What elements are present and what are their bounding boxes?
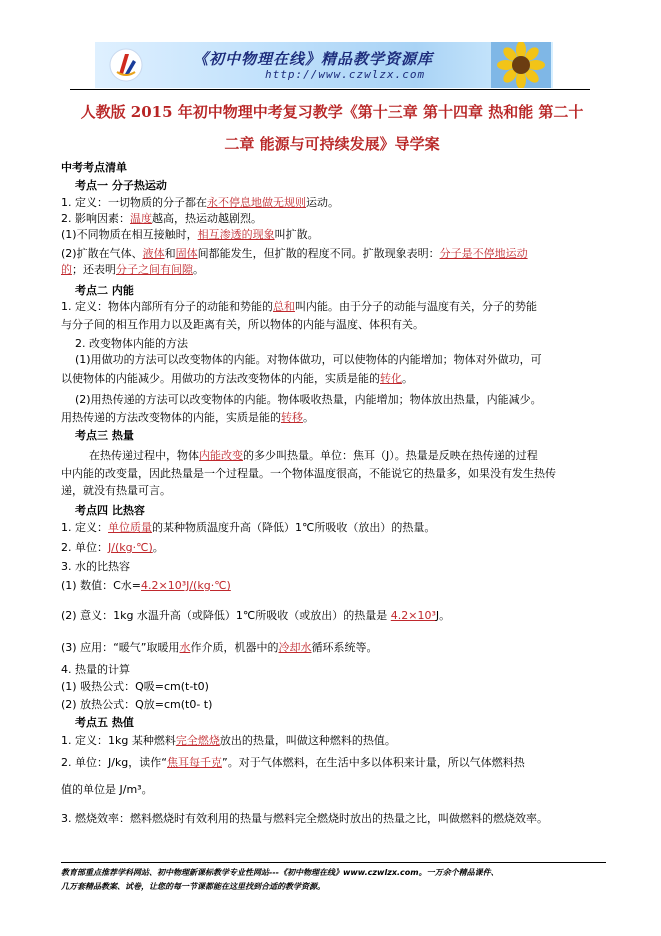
text-segment: 叫扩散。 xyxy=(274,228,319,241)
sunflower-icon xyxy=(491,42,551,88)
text-segment: ；还表明 xyxy=(72,263,116,276)
text-line xyxy=(61,392,542,408)
text-segment: (1)用做功的方法可以改变物体的内能。对物体做功，可以使物体的内能增加；物体对外做功，可 xyxy=(75,353,542,366)
text-segment: 的多少叫热量。单位：焦耳（J）。热量是反映在热传递的过程 xyxy=(243,449,538,462)
text-segment: 与分子间的相互作用力以及距离有关，所以物体的内能与温度、体积有关。 xyxy=(61,318,424,331)
text-segment: 2. 单位：J/kg，读作“ xyxy=(61,756,167,769)
text-segment: 考点三 热量 xyxy=(75,429,134,442)
logo-icon xyxy=(109,48,143,82)
footer-divider xyxy=(61,862,606,863)
text-line xyxy=(61,227,319,243)
text-segment: 值的单位是 J/m³。 xyxy=(61,783,153,796)
answer-blank: 冷却水 xyxy=(278,641,312,654)
text-segment: (1) 数值：C水= xyxy=(61,579,141,592)
text-segment: 1. 定义：1kg 某种燃料 xyxy=(61,734,176,747)
text-line xyxy=(61,679,209,695)
text-line xyxy=(61,811,548,827)
answer-blank: 固体 xyxy=(175,247,198,260)
text-segment: (2) 放热公式：Q放=cm(t0- t) xyxy=(61,698,213,711)
answer-blank: 的 xyxy=(61,263,72,276)
text-segment: 的某种物质温度升高（降低）1℃所吸收（放出）的热量。 xyxy=(152,521,436,534)
answer-blank: 4.2×10³J/(kg·℃) xyxy=(140,579,231,592)
text-segment: 中内能的改变量，因此热量是一个过程量。一个物体温度很高，不能说它的热量多，如果没有发生热传 xyxy=(61,467,556,480)
text-line xyxy=(61,733,396,749)
text-line xyxy=(61,782,153,798)
text-segment: 3. 燃烧效率：燃料燃烧时有效利用的热量与燃料完全燃烧时放出的热量之比，叫做燃料的燃烧效率。 xyxy=(61,812,548,825)
text-line xyxy=(61,211,262,227)
text-line xyxy=(61,559,130,575)
text-segment: 1. 定义： xyxy=(61,521,108,534)
text-segment: 中考考点清单 xyxy=(61,161,127,174)
text-line xyxy=(61,410,314,426)
answer-blank: 水 xyxy=(179,641,191,654)
text-line xyxy=(61,283,134,299)
text-segment: 。 xyxy=(193,263,204,276)
text-segment: 考点一 分子热运动 xyxy=(75,179,167,192)
text-segment: 1. 定义：一切物质的分子都在 xyxy=(61,196,207,209)
text-segment: 叫内能。由于分子的动能与温度有关，分子的势能 xyxy=(295,300,537,313)
text-segment: (1) 吸热公式：Q吸=cm(t-t0) xyxy=(61,680,209,693)
header-banner xyxy=(95,42,553,88)
text-segment: (1)不同物质在相互接触时， xyxy=(61,228,198,241)
text-segment: 。 xyxy=(152,541,164,554)
text-segment: 作介质，机器中的 xyxy=(190,641,279,654)
text-segment: 4. 热量的计算 xyxy=(61,663,130,676)
text-line xyxy=(61,662,130,678)
text-segment: ”。对于气体燃料，在生活中多以体积来计量，所以气体燃料热 xyxy=(222,756,525,769)
answer-blank: 4.2×10³ xyxy=(390,609,436,622)
footer-line1: 教育部重点推荐学科网站、初中物理新课标教学专业性网站---《初中物理在线》www.czwlzx.com。一万余个精品课件、 xyxy=(61,868,499,877)
banner-title: 《初中物理在线》精品教学资源库 xyxy=(193,50,434,68)
text-segment: 1. 定义：物体内部所有分子的动能和势能的 xyxy=(61,300,273,313)
text-line xyxy=(61,608,450,624)
text-segment: 2. 影响因素： xyxy=(61,212,130,225)
text-line xyxy=(61,299,537,315)
text-line xyxy=(61,503,145,519)
text-segment: (3) 应用：“暖气”取暖用 xyxy=(61,641,180,654)
text-segment: 放出的热量，叫做这种燃料的热值。 xyxy=(219,734,396,747)
doc-title-line1: 人教版 2015 年初中物理中考复习教学《第十三章 第十四章 热和能 第二十 xyxy=(80,103,584,121)
text-segment: 2. 改变物体内能的方法 xyxy=(75,337,188,350)
text-segment: 用热传递的方法改变物体的内能，实质是能的 xyxy=(61,411,281,424)
answer-blank: 焦耳每千克 xyxy=(167,756,222,769)
text-segment: 间都能发生，但扩散的程度不同。扩散现象表明： xyxy=(197,247,440,260)
text-segment: 和 xyxy=(164,247,176,260)
text-segment: 。 xyxy=(303,411,314,424)
answer-blank: 转移 xyxy=(281,411,303,424)
footer xyxy=(61,866,621,894)
text-line xyxy=(61,755,525,771)
text-line xyxy=(61,195,339,211)
text-segment: J。 xyxy=(435,609,451,622)
text-line xyxy=(61,160,127,176)
banner-url: http://www.czwlzx.com xyxy=(265,68,426,81)
text-segment: 考点二 内能 xyxy=(75,284,134,297)
text-line xyxy=(61,336,188,352)
text-segment: 运动。 xyxy=(306,196,339,209)
answer-blank: 液体 xyxy=(142,247,165,260)
text-line xyxy=(61,178,167,194)
text-line xyxy=(61,262,204,278)
text-segment: 考点四 比热容 xyxy=(75,504,145,517)
text-segment: 在热传递过程中，物体 xyxy=(89,449,199,462)
text-segment: 递，就没有热量可言。 xyxy=(61,484,171,497)
text-segment: 2. 单位： xyxy=(61,541,108,554)
answer-blank: J/(kg·℃) xyxy=(108,541,153,554)
text-line xyxy=(61,640,377,656)
text-line xyxy=(61,352,542,368)
text-line xyxy=(61,697,212,713)
answer-blank: 相互渗透的现象 xyxy=(197,228,275,241)
text-segment: 3. 水的比热容 xyxy=(61,560,130,573)
text-segment: (2) 意义：1kg 水温升高（或降低）1℃所吸收（或放出）的热量是 xyxy=(61,609,391,622)
footer-line2: 几万套精品教案、试卷，让您的每一节课都能在这里找到合适的教学资源。 xyxy=(61,882,325,891)
answer-blank: 转化 xyxy=(380,372,402,385)
text-line xyxy=(61,428,134,444)
answer-blank: 内能改变 xyxy=(199,449,243,462)
text-line xyxy=(61,483,171,499)
answer-blank: 单位质量 xyxy=(108,521,152,534)
text-line xyxy=(61,715,134,731)
text-segment: (2)扩散在气体、 xyxy=(61,247,143,260)
text-line xyxy=(61,540,164,556)
text-line xyxy=(61,578,231,594)
text-segment: 越高，热运动越剧烈。 xyxy=(152,212,262,225)
header-divider xyxy=(70,89,590,90)
answer-blank: 分子是不停地运动 xyxy=(439,247,528,260)
text-line xyxy=(61,246,528,262)
text-segment: 以使物体的内能减少。用做功的方法改变物体的内能，实质是能的 xyxy=(61,372,380,385)
answer-blank: 温度 xyxy=(130,212,152,225)
answer-blank: 永不停息地做无规则 xyxy=(207,196,306,209)
answer-blank: 完全燃烧 xyxy=(175,734,220,747)
answer-blank: 分子之间有间隙 xyxy=(116,263,193,276)
text-line xyxy=(61,520,435,536)
text-line xyxy=(61,317,424,333)
text-segment: (2)用热传递的方法可以改变物体的内能。物体吸收热量，内能增加；物体放出热量，内能减少。 xyxy=(75,393,542,406)
text-line xyxy=(61,371,413,387)
doc-title-line2: 二章 能源与可持续发展》导学案 xyxy=(224,135,440,153)
text-line xyxy=(61,466,556,482)
answer-blank: 总和 xyxy=(273,300,295,313)
text-segment: 循环系统等。 xyxy=(311,641,378,654)
text-segment: 。 xyxy=(402,372,413,385)
text-line xyxy=(61,448,538,464)
text-segment: 考点五 热值 xyxy=(75,716,134,729)
